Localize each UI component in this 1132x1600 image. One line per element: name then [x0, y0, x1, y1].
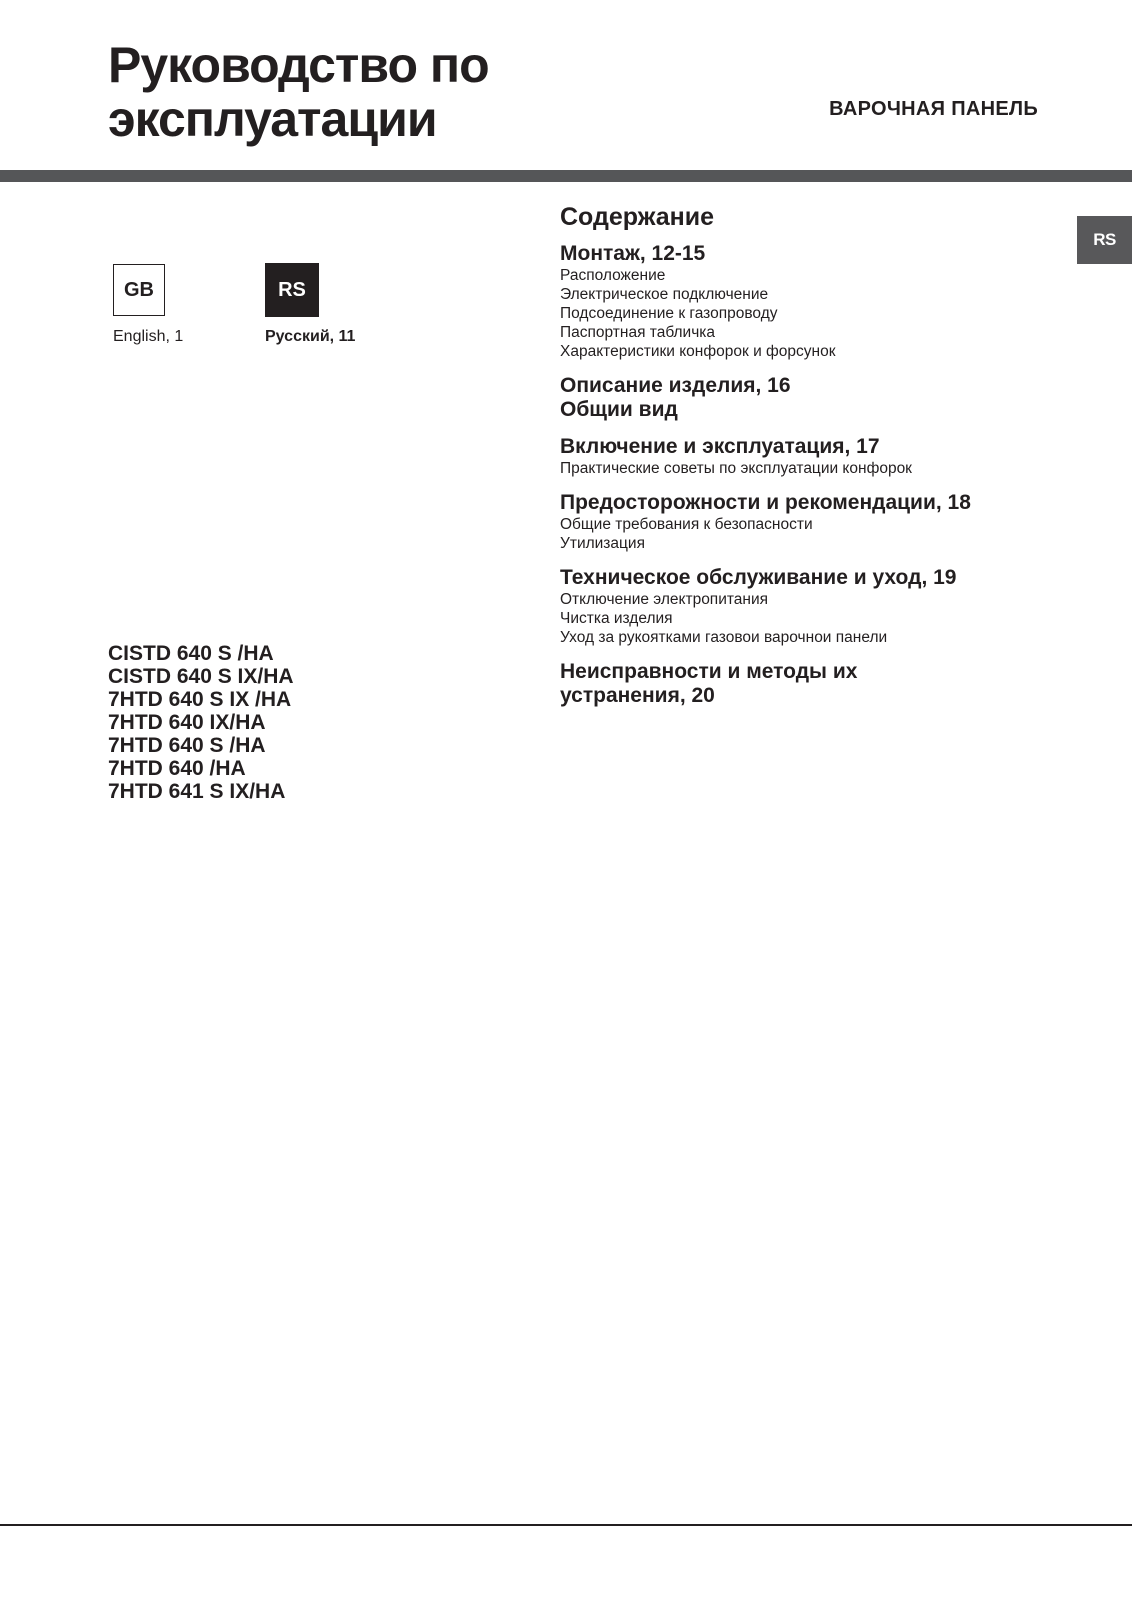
toc-section-title: Включение и эксплуатация, 17 — [560, 435, 880, 458]
toc-item: Характеристики конфорок и форсунок — [560, 343, 836, 360]
toc-section-operation[interactable] — [560, 435, 1030, 478]
toc-item: Подсоединение к газопроводу — [560, 305, 778, 322]
toc-section-title: Предосторожности и рекомендации, 18 — [560, 491, 971, 514]
toc-item: Утилизация — [560, 535, 645, 552]
toc-item: Общие требования к безопасности — [560, 516, 813, 533]
header-divider — [0, 170, 1132, 182]
model-item: CISTD 640 S IX/HA — [108, 665, 294, 688]
toc-section-troubleshooting[interactable] — [560, 660, 1030, 708]
toc-section-title-line-2: Общии вид — [560, 398, 678, 421]
toc-item: Расположение — [560, 267, 666, 284]
model-item: CISTD 640 S /HA — [108, 642, 274, 665]
toc-section-precautions[interactable] — [560, 491, 1030, 553]
product-type: ВАРОЧНАЯ ПАНЕЛЬ — [829, 98, 1038, 120]
toc-item: Уход за рукоятками газовои варочнои панели — [560, 629, 888, 646]
title-line-1: Руководство по — [108, 37, 489, 93]
toc-item: Отключение электропитания — [560, 591, 769, 608]
model-item: 7HTD 640 S IX /HA — [108, 688, 292, 711]
toc-section-maintenance[interactable] — [560, 566, 1030, 647]
model-item: 7HTD 640 IX/HA — [108, 711, 266, 734]
model-item: 7HTD 641 S IX/HA — [108, 780, 286, 803]
model-item: 7HTD 640 S /HA — [108, 734, 266, 757]
toc-section-title-line-2: устранения, 20 — [560, 684, 715, 707]
page-title — [108, 38, 489, 146]
toc-item: Электрическое подключение — [560, 286, 769, 303]
language-code-box: RS — [265, 263, 319, 317]
toc-section-description[interactable] — [560, 374, 1030, 422]
language-code-box: GB — [113, 264, 165, 316]
toc-section-title: Неисправности и методы их — [560, 660, 858, 683]
language-side-tab: RS — [1077, 216, 1132, 264]
language-russian[interactable] — [265, 264, 355, 346]
model-item: 7HTD 640 /HA — [108, 757, 246, 780]
title-line-2: эксплуатации — [108, 91, 437, 147]
model-list — [108, 642, 294, 803]
language-label: English, 1 — [113, 328, 184, 345]
footer-divider — [0, 1524, 1132, 1526]
language-label: Русский, 11 — [265, 328, 356, 345]
toc-heading: Содержание — [560, 203, 715, 231]
toc-section-title: Монтаж, 12-15 — [560, 242, 706, 265]
toc-item: Практические советы по эксплуатации конфорок — [560, 460, 912, 477]
language-english[interactable] — [113, 264, 183, 346]
toc-item: Чистка изделия — [560, 610, 673, 627]
toc-section-title: Описание изделия, 16 — [560, 374, 791, 397]
toc-section-title: Техническое обслуживание и уход, 19 — [560, 566, 957, 589]
table-of-contents — [560, 202, 1030, 721]
toc-item: Паспортная табличка — [560, 324, 716, 341]
toc-section-installation[interactable] — [560, 242, 1030, 361]
